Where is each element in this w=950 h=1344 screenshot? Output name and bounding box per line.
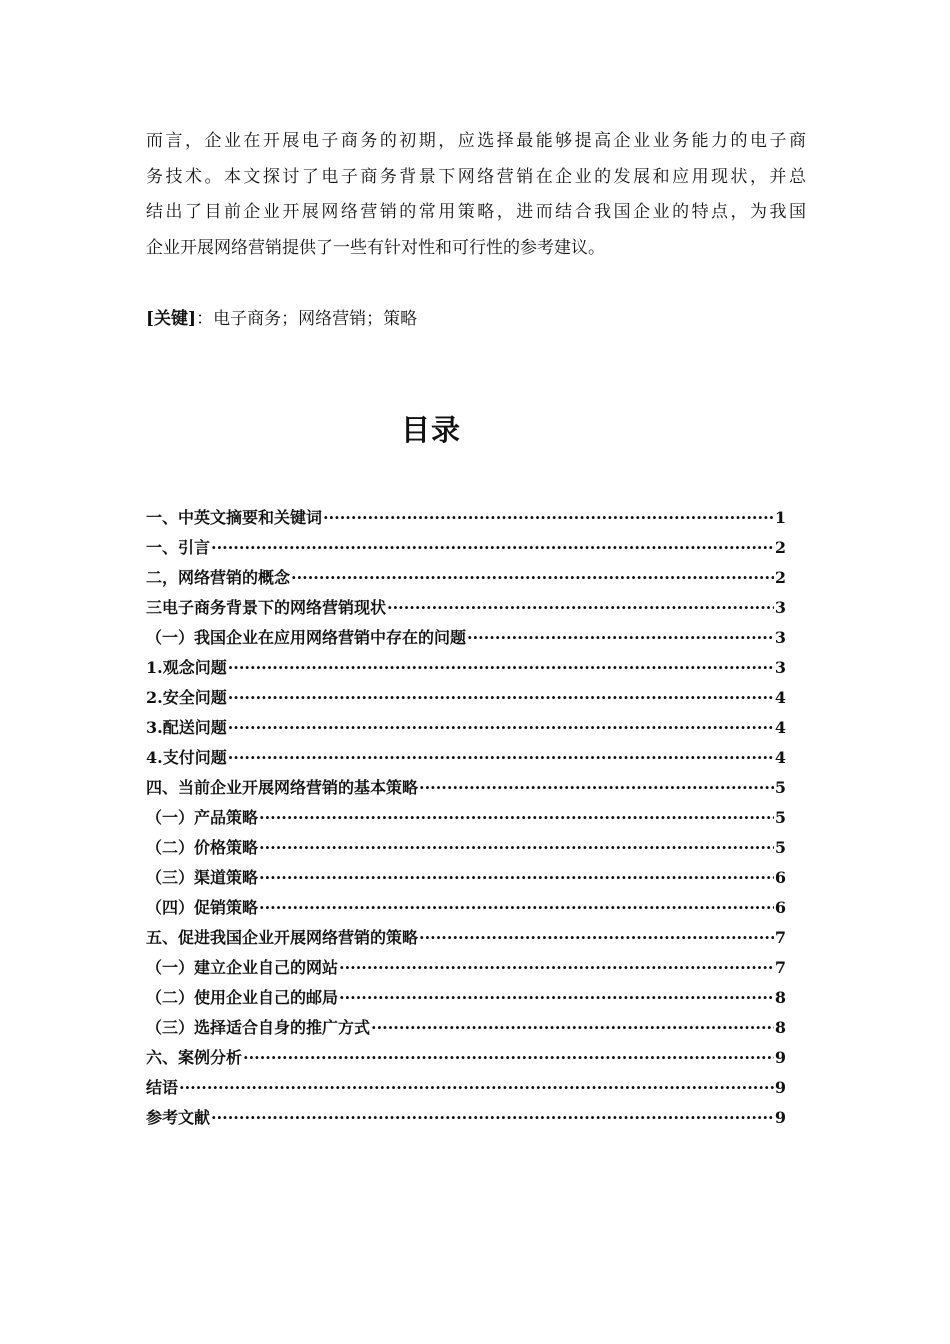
toc-page-number: 7 — [774, 958, 786, 977]
toc-entry[interactable] — [146, 535, 786, 565]
toc-dot-leader — [211, 1105, 774, 1131]
toc-entry[interactable] — [146, 955, 786, 985]
toc-entry-title: 四、当前企业开展网络营销的基本策略 — [146, 778, 419, 797]
toc-page-number: 9 — [774, 1108, 786, 1127]
toc-entry-title: 3.配送问题 — [146, 718, 227, 737]
toc-entry[interactable] — [146, 805, 786, 835]
toc-entry[interactable] — [146, 745, 786, 775]
toc-entry-title: （四）促销策略 — [146, 898, 259, 917]
toc-entry[interactable] — [146, 685, 786, 715]
toc-entry-title: （一）建立企业自己的网站 — [146, 958, 339, 977]
toc-dot-leader — [228, 685, 774, 711]
toc-dot-leader — [467, 625, 774, 651]
toc-dot-leader — [339, 985, 774, 1011]
toc-entry-title: （三）选择适合自身的推广方式 — [146, 1018, 371, 1037]
toc-entry[interactable] — [146, 595, 786, 625]
toc-page-number: 7 — [774, 928, 786, 947]
toc-entry-title: （二）价格策略 — [146, 838, 259, 857]
toc-entry-title: 三电子商务背景下的网络营销现状 — [146, 598, 387, 617]
toc-dot-leader — [259, 865, 774, 891]
toc-dot-leader — [259, 835, 774, 861]
toc-page-number: 5 — [774, 778, 786, 797]
toc-dot-leader — [228, 655, 774, 681]
toc-entry[interactable] — [146, 1045, 786, 1075]
toc-entry[interactable] — [146, 1105, 786, 1135]
toc-dot-leader — [419, 925, 774, 951]
toc-dot-leader — [228, 715, 774, 741]
toc-dot-leader — [243, 1045, 774, 1071]
abstract-line: 务技术。本文探讨了电子商务背景下网络营销在企业的发展和应用现状，并总 — [146, 166, 806, 187]
toc-entry-title: 一、引言 — [146, 538, 211, 557]
toc-dot-leader — [419, 775, 774, 801]
toc-page-number: 6 — [774, 898, 786, 917]
toc-page-number: 2 — [774, 568, 786, 587]
toc-page-number: 6 — [774, 868, 786, 887]
toc-entry[interactable] — [146, 775, 786, 805]
toc-page-number: 4 — [774, 688, 786, 707]
abstract-line: 结出了目前企业开展网络营销的常用策略，进而结合我国企业的特点，为我国 — [146, 202, 806, 222]
toc-entry[interactable] — [146, 895, 786, 925]
toc-page-number: 8 — [774, 988, 786, 1007]
toc-dot-leader — [259, 805, 774, 831]
toc-dot-leader — [371, 1015, 774, 1041]
toc-page-number: 2 — [774, 538, 786, 557]
table-of-contents — [146, 505, 786, 1135]
abstract-line: 企业开展网络营销提供了一些有针对性和可行性的参考建议。 — [146, 237, 605, 258]
toc-entry-title: （一）产品策略 — [146, 808, 259, 827]
toc-entry[interactable] — [146, 565, 786, 595]
toc-page-number: 5 — [774, 808, 786, 827]
toc-entry-title: 五、促进我国企业开展网络营销的策略 — [146, 928, 419, 947]
toc-entry[interactable] — [146, 505, 786, 535]
toc-entry[interactable] — [146, 865, 786, 895]
toc-entry-title: 2.安全问题 — [146, 688, 227, 707]
toc-page-number: 4 — [774, 748, 786, 767]
toc-entry[interactable] — [146, 985, 786, 1015]
toc-dot-leader — [259, 895, 774, 921]
toc-dot-leader — [323, 505, 774, 531]
toc-dot-leader — [339, 955, 774, 981]
toc-dot-leader — [387, 595, 774, 621]
toc-entry-title: 1.观念问题 — [146, 658, 227, 677]
toc-entry[interactable] — [146, 715, 786, 745]
toc-entry[interactable] — [146, 1075, 786, 1105]
abstract-paragraph — [146, 124, 806, 266]
toc-entry[interactable] — [146, 1015, 786, 1045]
toc-page-number: 1 — [774, 508, 786, 527]
toc-entry-title: 4.支付问题 — [146, 748, 227, 767]
toc-entry-title: 结语 — [146, 1078, 179, 1097]
toc-entry[interactable] — [146, 925, 786, 955]
toc-entry-title: 一、中英文摘要和关键词 — [146, 508, 323, 527]
toc-entry-title: 参考文献 — [146, 1108, 211, 1127]
toc-entry[interactable] — [146, 625, 786, 655]
toc-entry[interactable] — [146, 835, 786, 865]
toc-page-number: 5 — [774, 838, 786, 857]
toc-page-number: 3 — [774, 628, 786, 647]
toc-page-number: 3 — [774, 598, 786, 617]
keywords-label: [关键] — [146, 309, 197, 329]
toc-entry[interactable] — [146, 655, 786, 685]
abstract-line: 而言，企业在开展电子商务的初期，应选择最能够提高企业业务能力的电子商 — [146, 131, 806, 151]
toc-dot-leader — [291, 565, 774, 591]
toc-dot-leader — [228, 745, 774, 771]
toc-page-number: 9 — [774, 1078, 786, 1097]
toc-entry-title: （三）渠道策略 — [146, 868, 259, 887]
toc-page-number: 3 — [774, 658, 786, 677]
toc-dot-leader — [211, 535, 774, 561]
toc-page-number: 8 — [774, 1018, 786, 1037]
keywords-line — [146, 306, 417, 332]
toc-entry-title: （一）我国企业在应用网络营销中存在的问题 — [146, 628, 467, 647]
toc-page-number: 4 — [774, 718, 786, 737]
toc-entry-title: 六、案例分析 — [146, 1048, 243, 1067]
keywords-text: ：电子商务；网络营销；策略 — [196, 309, 418, 329]
toc-entry-title: 二，网络营销的概念 — [146, 568, 291, 587]
toc-page-number: 9 — [774, 1048, 786, 1067]
toc-title: 目录 — [400, 413, 461, 447]
toc-entry-title: （二）使用企业自己的邮局 — [146, 988, 339, 1007]
toc-dot-leader — [179, 1075, 774, 1101]
